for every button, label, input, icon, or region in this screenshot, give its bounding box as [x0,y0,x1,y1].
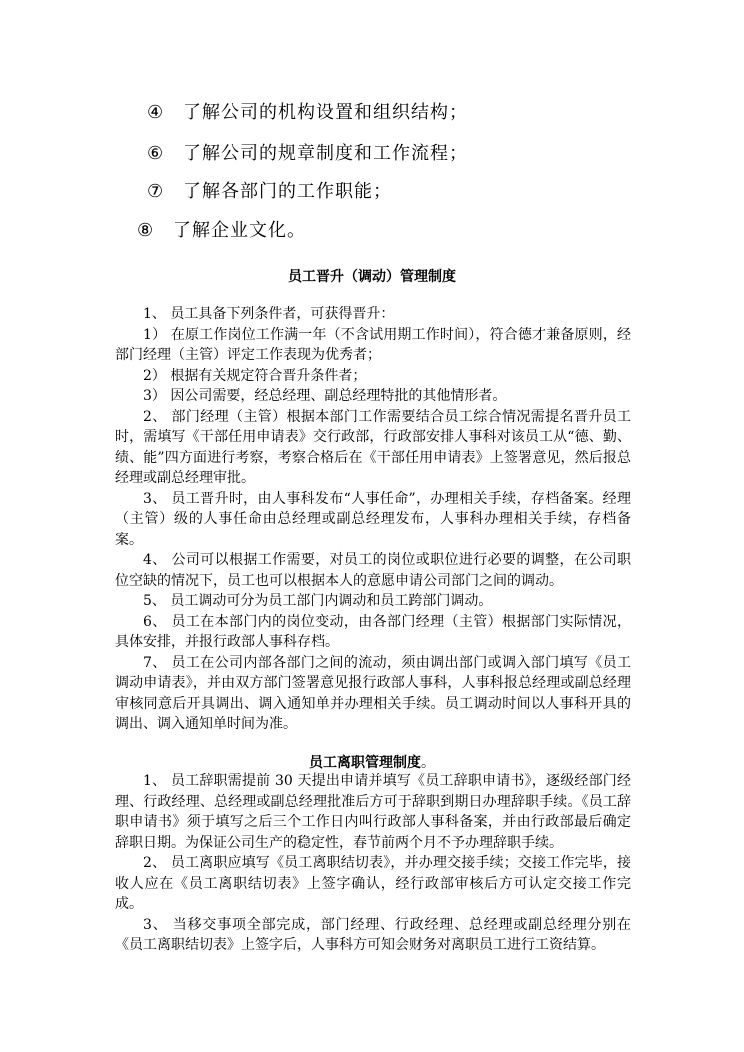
paragraph: 2、 部门经理（主管）根据本部门工作需要结合员工综合情况需提名晋升员工时，需填写《干部任用申请表》交行政部，行政部安排人事科对该员工从“德、勤、绩、能”四方面进行考察，考察合格后在《干部任用申请表》上签署意见，然后报总经理或副总经理审批。 [115,408,631,486]
list-item [147,177,392,203]
paragraph: 3、 当移交事项全部完成，部门经理、行政经理、总经理或副总经理分别在《员工离职结切表》上签字后，人事科方可知会财务对离职员工进行工资结算。 [115,916,631,953]
list-item [147,98,468,124]
list-item-text: 了解企业文化。 [173,220,306,241]
list-item-text: 了解公司的规章制度和工作流程； [183,143,468,164]
section-title: 员工晋升（调动）管理制度 [288,269,456,285]
paragraph: 2） 根据有关规定符合晋升条件者； [143,367,367,384]
paragraph: 3、 员工晋升时，由人事科发布“人事任命”，办理相关手续，存档备案。经理（主管）级的人事任命由总经理或副总经理发布，人事科办理相关手续，存档备案。 [115,490,631,548]
list-item-text: 了解各部门的工作职能； [183,181,392,202]
list-item-number: ④ [147,102,165,123]
list-item-number: ⑦ [147,181,165,202]
paragraph: 6、 员工在本部门内的岗位变动，由各部门经理（主管）根据部门实际情况，具体安排，并报行政部人事科存档。 [115,613,631,650]
list-item-number: ⑧ [137,220,155,241]
list-item [137,216,306,242]
section-title-text: 员工离职管理制度 [309,755,421,771]
list-item-number: ⑥ [147,143,165,164]
section-title-suffix: 。 [421,755,435,771]
paragraph: 1、 员工辞职需提前 30 天提出申请并填写《员工辞职申请书》，逐级经部门经理、行政经理、总经理或副总经理批准后方可于辞职到期日办理辞职手续。《员工辞职申请书》须于填写之后三个工作日内叫行政部人事科备案，并由行政部最后确定辞职日期。为保证公司生产的稳定性，春节前两个月不予办理辞职手续。 [115,773,631,851]
paragraph: 1） 在原工作岗位工作满一年（不含试用期工作时间），符合德才兼备原则，经部门经理（主管）评定工作表现为优秀者； [115,326,631,363]
paragraph: 1、 员工具备下列条件者，可获得晋升： [143,306,395,322]
section-title [0,752,744,772]
section-body [115,304,631,735]
list-item-text: 了解公司的机构设置和组织结构； [183,102,468,123]
paragraph: 3） 因公司需要，经总经理、副总经理特批的其他情形者。 [143,388,507,404]
paragraph: 2、 员工离职应填写《员工离职结切表》，并办理交接手续；交接工作完毕，接收人应在《员工离职结切表》上签字确认，经行政部审核后方可认定交接工作完成。 [115,855,631,912]
paragraph: 7、 员工在公司内部各部门之间的流动，须由调出部门或调入部门填写《员工调动申请表》，并由双方部门签署意见报行政部人事科，人事科报总经理或副总经理审核同意后开具调出、调入通知单并办理相关手续。员工调动时间以人事科开具的调出、调入通知单时间为准。 [115,654,631,732]
paragraph: 5、 员工调动可分为员工部门内调动和员工跨部门调动。 [143,593,493,609]
list-item [147,139,468,165]
section-body [115,771,631,956]
paragraph: 4、 公司可以根据工作需要，对员工的岗位或职位进行必要的调整，在公司职位空缺的情况下，员工也可以根据本人的意愿申请公司部门之间的调动。 [115,552,631,589]
